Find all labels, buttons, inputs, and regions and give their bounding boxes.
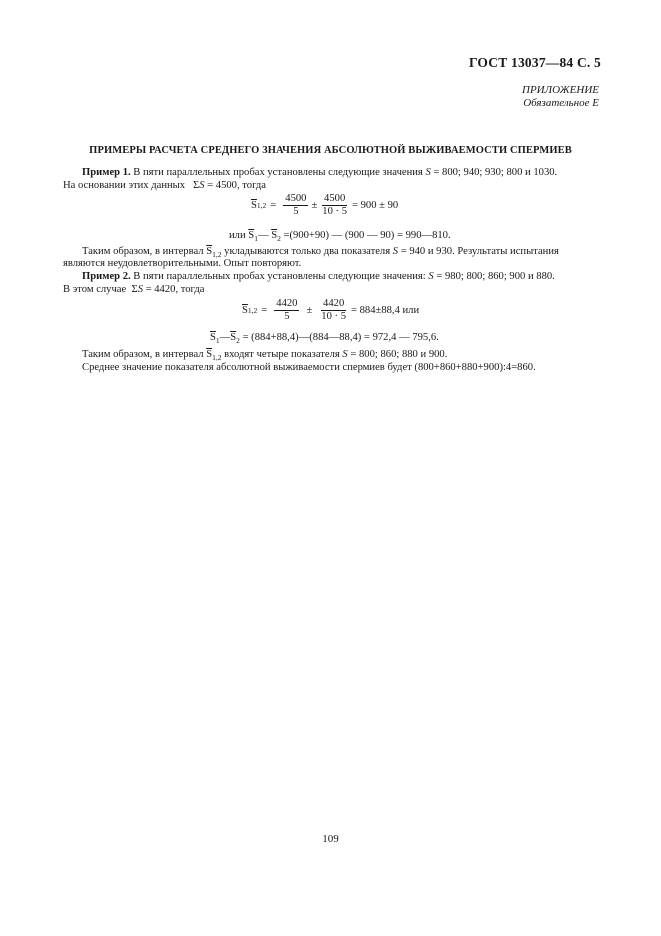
example1-line1: Пример 1. В пяти параллельных пробах установлены следующие значения S = 800; 940; 930; 800 и 1030. bbox=[82, 167, 558, 178]
page-number: 109 bbox=[322, 833, 339, 845]
example1-line2: На основании этих данных ΣS = 4500, тогда bbox=[63, 180, 266, 191]
document-header: ГОСТ 13037—84 С. 5 bbox=[468, 55, 601, 70]
annex-title: ПРИЛОЖЕНИЕ bbox=[522, 84, 599, 96]
final-result: Среднее значение показателя абсолютной выживаемости спермиев будет (800+860+880+900):4=860. bbox=[82, 362, 536, 373]
example1-label: Пример 1. bbox=[82, 167, 131, 178]
annex-label bbox=[522, 84, 599, 110]
fraction: $\frac{4420}{5}$ bbox=[276, 298, 298, 322]
fraction: $\frac{4420}{10 \cdot 5}$ bbox=[321, 298, 346, 322]
example2-formula1: $\overline{S}$ 1,2 = $\frac{4420}{5}$ ± $\frac{4420}{10 \cdot 5}$ = 884±88,4 или bbox=[242, 298, 420, 322]
annex-type: Обязательное Е bbox=[523, 97, 599, 109]
fraction: $\frac{4500}{5}$ bbox=[285, 193, 307, 217]
example1-conclusion: Таким образом, в интервал $\overline{S}_{1,2}$ укладываются только два показателя S = 940 и 930. Результаты испытания bbox=[82, 246, 559, 260]
fraction: $\frac{4500}{10 \cdot 5}$ bbox=[322, 193, 347, 217]
example1-formula1: $\overline{S}$ 1,2 = $\frac{4500}{5}$ ± $\frac{4500}{10 \cdot 5}$ = 900 ± 90 bbox=[251, 193, 399, 217]
example2-conclusion: Таким образом, в интервал $\overline{S}_{1,2}$ входят четыре показателя S = 800; 860; 880 и 900. bbox=[82, 349, 448, 363]
example2-line1: Пример 2. В пяти параллельных пробах установлены следующие значения: S = 980; 800; 860; 900 и 880. bbox=[82, 271, 555, 282]
example1-conclusion-line2: являются неудовлетворительными. Опыт повторяют. bbox=[63, 258, 302, 269]
section-title: ПРИМЕРЫ РАСЧЕТА СРЕДНЕГО ЗНАЧЕНИЯ АБСОЛЮТНОЙ ВЫЖИВАЕМОСТИ СПЕРМИЕВ bbox=[89, 145, 572, 156]
example1-formula2: или $\overline{S}_1—$ $\overline{S}_2 =(900+90)$ — (900 — 90) = 990—810. bbox=[229, 230, 451, 244]
example2-line2: В этом случае ΣS = 4420, тогда bbox=[63, 284, 205, 295]
example2-label: Пример 2. bbox=[82, 271, 131, 282]
example2-formula2: $\overline{S}_1—\overline{S}_2$ = (884+88,4)—(884—88,4) = 972,4 — 795,6. bbox=[210, 332, 439, 346]
